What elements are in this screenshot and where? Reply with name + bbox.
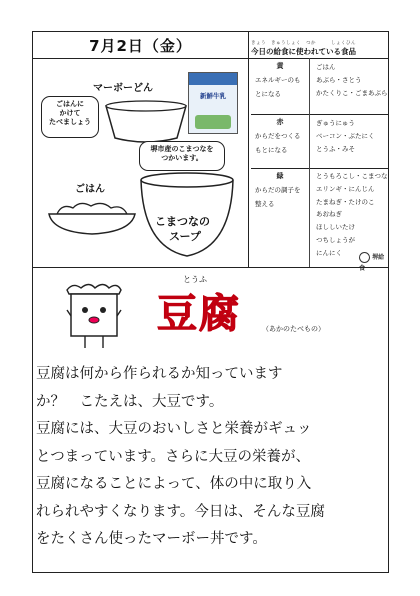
article-line: とつまっています。さらに大豆の栄養が、: [36, 448, 311, 465]
food-item: にんにく: [316, 248, 342, 257]
group-description-line: エネルギーのも: [255, 76, 301, 84]
soup-bubble: 堺市産のこまつなを つかいます。: [139, 141, 225, 171]
food-item: たまねぎ・たけのこ: [316, 197, 375, 206]
school-lunch-logo: [359, 252, 389, 272]
food-group-green: [251, 168, 389, 272]
group-description-line: もとになる: [255, 146, 288, 154]
food-item: あおねぎ: [316, 210, 342, 219]
tofu-character-icon: [63, 280, 125, 352]
food-group-yellow: [251, 58, 389, 114]
ingredients-title: [251, 35, 389, 57]
group-description-line: からだの調子を: [255, 186, 301, 194]
food-item: とうふ・みそ: [316, 145, 355, 153]
group-divider: [309, 168, 310, 267]
group-divider: [309, 58, 310, 114]
food-item: ほししいたけ: [316, 223, 355, 232]
food-item: ベーコン・ぶたにく: [316, 132, 375, 140]
mabo-label: マーボーどん: [93, 83, 153, 94]
milk-carton-band: [189, 73, 237, 85]
feature-title-ruby: とうふ: [183, 275, 207, 284]
food-item: とうもろこし・こまつな: [316, 172, 388, 180]
group-divider: [309, 114, 310, 168]
date-heading: 7月2日（金）: [89, 36, 192, 55]
food-item: つちしょうが: [316, 235, 355, 244]
milk-carton-label: 新鮮牛乳: [200, 92, 226, 100]
article-line: 豆腐には、大豆のおいしさと栄養がギュッ: [36, 421, 312, 437]
food-item: ごはん: [316, 63, 336, 71]
group-description-line: 整える: [255, 200, 275, 208]
soup-label-line1: こまつなの: [155, 215, 210, 228]
group-name: 緑: [276, 172, 284, 180]
article-line: 豆腐は何から作られるか知っています: [36, 366, 283, 382]
rice-label: ごはん: [75, 184, 105, 195]
logo-text: 堺給食: [359, 254, 385, 272]
logo-icon: [359, 252, 370, 263]
group-description-line: とになる: [255, 90, 281, 98]
article-line: をたくさん使ったマーボー丼です。: [36, 531, 267, 547]
food-item: かたくりこ・ごまあぶら: [316, 89, 388, 97]
rice-bowl-illustration: [47, 200, 137, 240]
rice-bubble: ごはんに かけて たべましょう: [41, 96, 99, 138]
group-description: [251, 129, 309, 157]
milk-carton: [188, 72, 238, 134]
feature-title: 豆腐: [157, 290, 241, 337]
column-divider: [248, 32, 249, 267]
group-description-line: からだをつくる: [255, 132, 301, 140]
mabo-bowl-illustration: [103, 100, 189, 146]
food-item: ぎゅうにゅう: [316, 119, 355, 127]
group-foods: [313, 61, 389, 100]
food-item: エリンギ・にんじん: [316, 184, 375, 193]
group-description: [251, 73, 309, 101]
article-line: か？ こたえは、大豆です。: [36, 393, 224, 410]
article-body: [36, 361, 376, 554]
food-item: あぶら・さとう: [316, 76, 362, 84]
food-group-red: [251, 114, 389, 168]
ingredients-title-text: 今日の給食に使われている食品: [251, 47, 356, 56]
group-description: [251, 183, 309, 211]
feature-subtitle: （あかのたべもの）: [262, 325, 325, 333]
group-name: 赤: [276, 118, 284, 126]
soup-label-line2: スープ: [169, 230, 201, 243]
article-line: れられやすくなります。今日は、そんな豆腐: [36, 503, 325, 520]
milk-carton-picture: [195, 115, 231, 129]
group-foods: [313, 170, 389, 260]
article-line: 豆腐になることによって、体の中に取り入: [36, 476, 312, 492]
ingredients-title-ruby: きょう きゅうしょく つか しょくひん: [251, 41, 356, 46]
group-name: 黄: [276, 62, 284, 70]
group-foods: [313, 117, 389, 156]
section-divider: [33, 267, 388, 268]
